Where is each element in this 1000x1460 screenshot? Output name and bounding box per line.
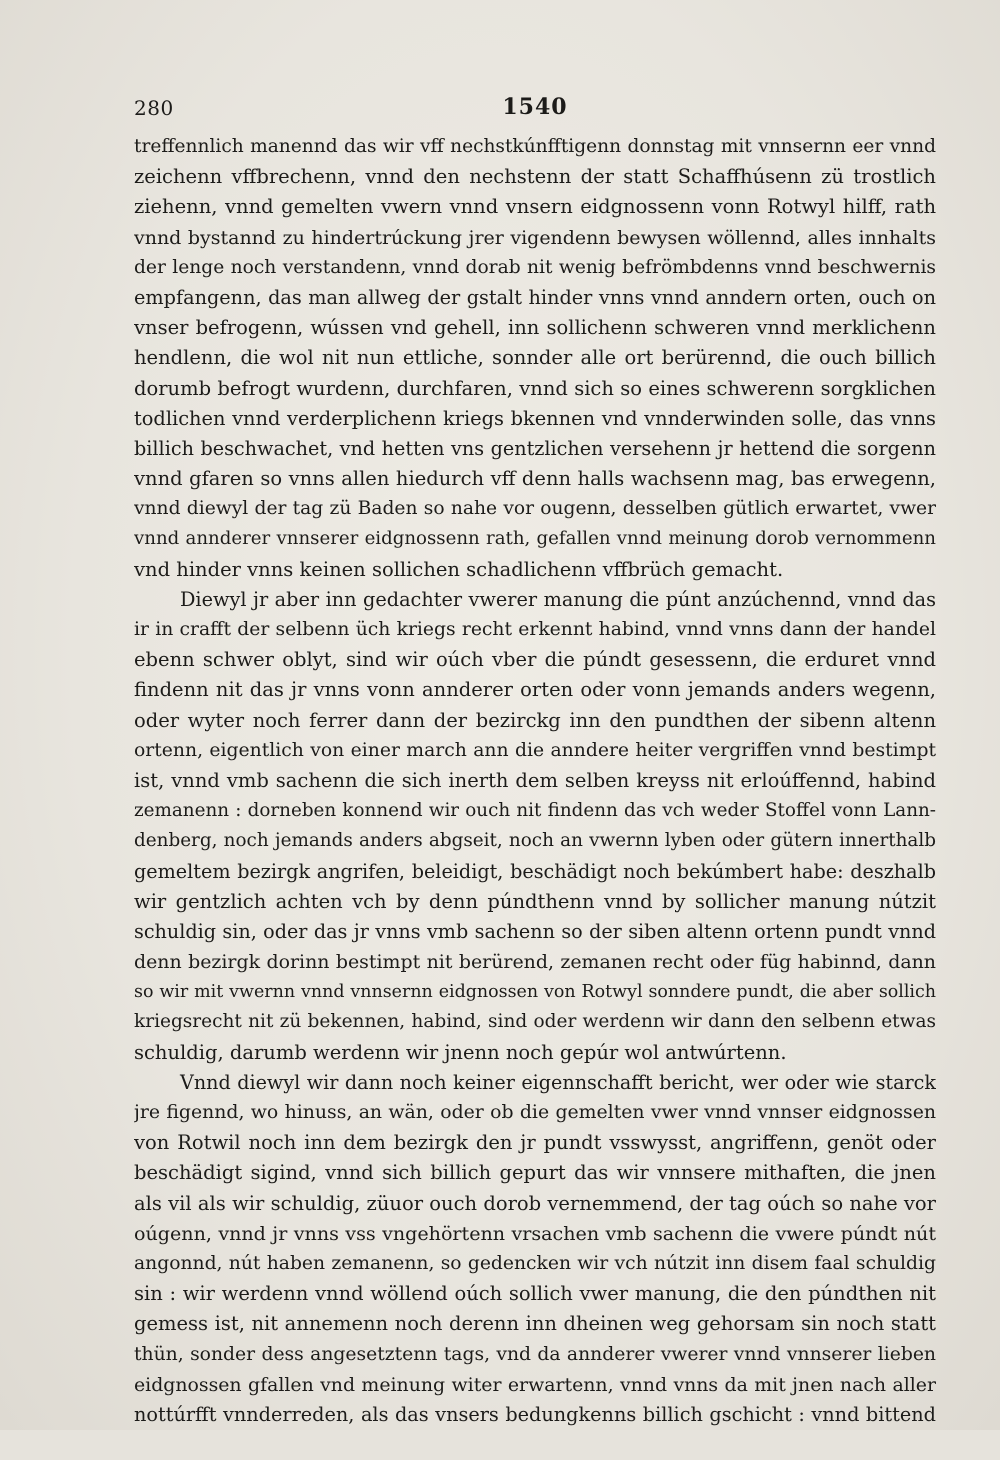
text-line: empfangenn, das man allweg der gstalt hinder vnns vnnd anndern orten, ouch on — [134, 285, 936, 309]
text-line: von Rotwil noch inn dem bezirgk den jr pundt vsswysst, angriffenn, genöt oder — [134, 1131, 936, 1155]
text-line: beschädigt sigind, vnnd sich billich gepurt das wir vnnsere mithaften, die jnen — [134, 1161, 936, 1185]
text-line: wir gentzlich achten vch by denn púndthenn vnnd by sollicher manung nútzit — [134, 889, 936, 913]
text-line: vnnd gfaren so vnns allen hiedurch vff denn halls wachsenn mag, bas erwegenn, — [134, 467, 936, 491]
text-line: Vnnd diewyl wir dann noch keiner eigennschafft bericht, wer oder wie starck — [180, 1070, 936, 1094]
text-line: vnnd diewyl der tag zü Baden so nahe vor ougenn, desselben gütlich erwartet, vwer — [134, 498, 936, 520]
text-line: kriegsrecht nit zü bekennen, habind, sind oder werdenn wir dann den selbenn etwas — [134, 1011, 936, 1033]
text-line: so wir mit vwernn vnnd vnnsernn eidgnossen von Rotwyl sonndere pundt, die aber sollich — [134, 982, 936, 1003]
text-line: hendlenn, die wol nit nun ettliche, sonnder alle ort berürennd, die ouch billich — [134, 346, 936, 370]
text-line: gemess ist, nit annemenn noch derenn inn dheinen weg gehorsam sin noch statt — [134, 1312, 936, 1336]
text-line: nottúrfft vnnderreden, als das vnsers bedungkenns billich gschicht : vnnd bittend — [134, 1402, 936, 1426]
text-line: dorumb befrogt wurdenn, durchfaren, vnnd sich so eines schwerenn sorgklichen — [134, 376, 936, 400]
page-number: 280 — [134, 96, 174, 120]
text-line: zemanenn : dorneben konnend wir ouch nit findenn das vch weder Stoffel vonn Lann- — [134, 800, 936, 822]
text-line: ziehenn, vnnd gemelten vwern vnnd vnsern eidgnossenn vonn Rotwyl hilff, rath — [134, 195, 936, 219]
text-line: findenn nit das jr vnns vonn annderer orten oder vonn jemands anders wegenn, — [134, 678, 936, 702]
text-line: vnser befrogenn, wússen vnd gehell, inn sollichenn schweren vnnd merklichenn — [134, 316, 936, 340]
text-line: sin : wir werdenn vnnd wöllend oúch sollich vwer manung, die den púndthen nit — [134, 1282, 936, 1306]
text-line: ist, vnnd vmb sachenn die sich inerth dem selben kreyss nit erloúffennd, habind — [134, 768, 936, 792]
text-line: treffennlich manennd das wir vff nechstkúnfftigenn donnstag mit vnnsernn eer vnnd — [134, 136, 936, 157]
running-title-year: 1540 — [502, 94, 568, 120]
text-line: ir in crafft der selbenn üch kriegs recht erkennt habind, vnnd vnns dann der handel — [134, 619, 936, 640]
text-line: jre figennd, wo hinuss, an wän, oder ob die gemelten vwer vnnd vnnser eidgnossen — [134, 1102, 936, 1123]
text-line: denberg, noch jemands anders abgseit, noch an vwernn lyben oder gütern innerthalb — [134, 830, 936, 852]
text-line: vnnd bystannd zu hindertrúckung jrer vigendenn bewysen wöllennd, alles innhalts — [134, 226, 936, 249]
text-line: ortenn, eigentlich von einer march ann die anndere heiter vergriffen vnnd bestimpt — [134, 739, 936, 761]
text-line: oúgenn, vnnd jr vnns vss vngehörtenn vrsachen vmb sachenn die vwere púndt nút — [134, 1222, 936, 1245]
text-line: schuldig, darumb werdenn wir jnenn noch gepúr wol antwúrtenn. — [134, 1040, 787, 1064]
text-line: oder wyter noch ferrer dann der bezirckg inn den pundthen der sibenn altenn — [134, 708, 936, 732]
text-line: gemeltem bezirgk angrifen, beleidigt, beschädigt noch bekúmbert habe: deszhalb — [134, 859, 936, 883]
text-line: ebenn schwer oblyt, sind wir oúch vber die púndt gesessenn, die erduret vnnd — [134, 648, 936, 672]
text-line: billich beschwachet, vnd hetten vns gentzlichen versehenn jr hettend die sorgenn — [134, 436, 936, 460]
text-line: todlichen vnnd verderplichenn kriegs bkennen vnd vnnderwinden solle, das vnns — [134, 406, 936, 430]
text-line — [134, 1430, 936, 1460]
page-header — [134, 96, 936, 124]
text-line: eidgnossen gfallen vnd meinung witer erwartenn, vnnd vnns da mit jnen nach aller — [134, 1373, 936, 1396]
text-line: Diewyl jr aber inn gedachter vwerer manung die púnt anzúchennd, vnnd das — [180, 587, 936, 611]
text-line: als vil als wir schuldig, züuor ouch dorob vernemmend, der tag oúch so nahe vor — [134, 1191, 936, 1215]
text-line: angonnd, nút haben zemanenn, so gedencken wir vch nútzit inn disem faal schuldig — [134, 1252, 936, 1274]
text-line: zeichenn vffbrechenn, vnnd den nechstenn der statt Schaffhúsenn zü trostlich — [134, 165, 936, 189]
text-line: vnd hinder vnns keinen sollichen schadlichenn vffbrüch gemacht. — [134, 557, 784, 581]
text-line: schuldig sin, oder das jr vnns vmb sachenn so der siben altenn ortenn pundt vnnd — [134, 919, 936, 943]
body-text — [134, 132, 936, 1460]
text-line: thün, sonder dess angesetztenn tags, vnd da annderer vwerer vnnd vnnserer lieben — [134, 1343, 936, 1365]
text-line: der lenge noch verstandenn, vnnd dorab nit wenig befrömbdenns vnnd beschwernis — [134, 256, 936, 278]
text-line: vnnd annderer vnnserer eidgnossenn rath, gefallen vnnd meinung dorob vernommenn — [134, 528, 936, 550]
text-line: denn bezirgk dorinn bestimpt nit berürend, zemanen recht oder füg habinnd, dann — [134, 951, 936, 974]
